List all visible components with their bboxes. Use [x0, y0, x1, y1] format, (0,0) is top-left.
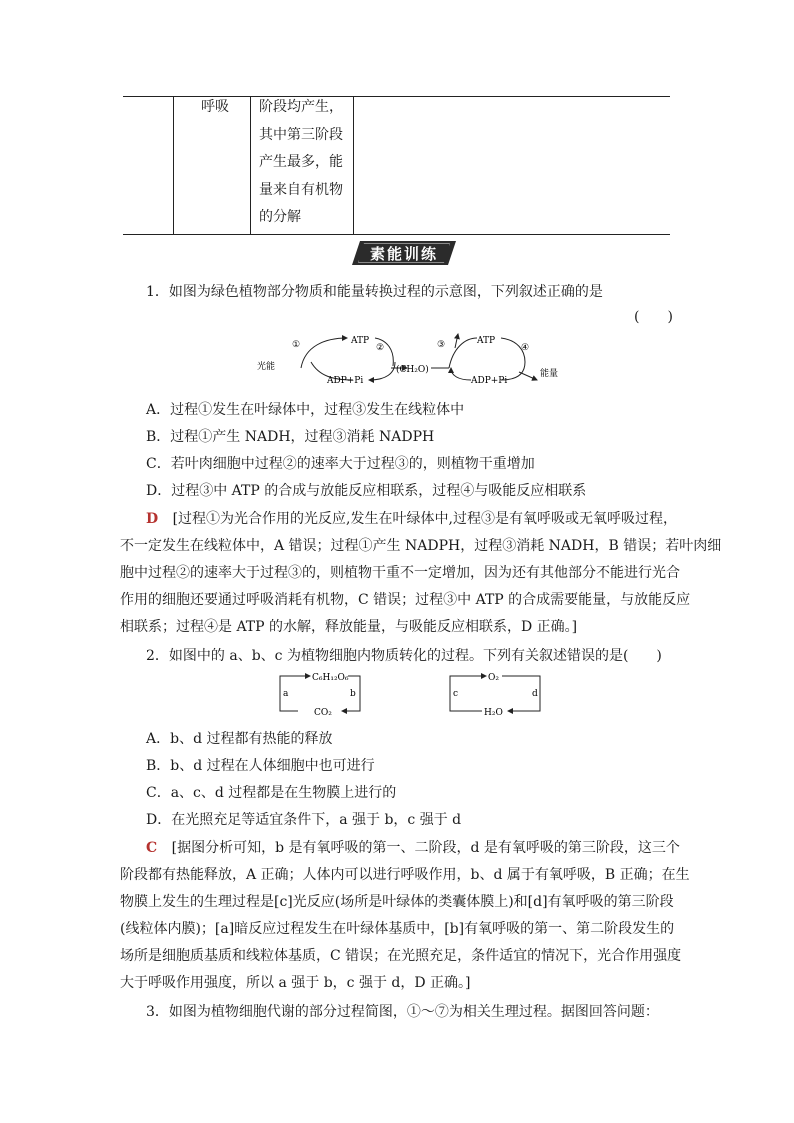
q2-diagram-co2: CO₂ [314, 708, 332, 718]
q1-diagram-label-1: ① [292, 340, 301, 350]
table-divider [250, 97, 251, 234]
q1-option-a: A．过程①发生在叶绿体中，过程③发生在线粒体中 [146, 402, 465, 418]
q1-diagram-label-3: ③ [437, 340, 446, 350]
q2-transformation-diagram [270, 666, 550, 720]
q2-explanation-line: (线粒体内膜)；[a]暗反应过程发生在叶绿体基质中，[b]有氧呼吸的第一、第二阶段发生的 [120, 921, 675, 937]
q1-explanation-line: 作用的细胞还要通过呼吸消耗有机物，C 错误；过程③中 ATP 的合成需要能量，与放能反应 [120, 592, 691, 608]
q1-explanation-text: [过程①为光合作用的光反应,发生在叶绿体中,过程③是有氧呼吸或无氧呼吸过程， [172, 511, 677, 527]
q2-option-b: B．b、d 过程在人体细胞中也可进行 [146, 758, 375, 774]
q1-diagram-adp-1: ADP+Pi [327, 376, 364, 386]
q2-option-d: D．在光照充足等适宜条件下，a 强于 b，c 强于 d [146, 812, 462, 828]
q1-diagram-adp-2: ADP+Pi [471, 376, 508, 386]
table-cell-line: 其中第三阶段 [259, 126, 343, 143]
q2-diagram-h2o: H₂O [484, 708, 503, 718]
q1-energy-conversion-diagram [255, 332, 575, 390]
q2-explanation-line: 场所是细胞质基质和线粒体基质，C 错误；在光照充足，条件适宜的情况下，光合作用强度 [120, 948, 682, 964]
q2-diagram-label-d: d [532, 689, 538, 699]
q1-diagram-ch2o: (CH₂O) [396, 365, 429, 375]
q2-explanation-line [146, 837, 680, 857]
q1-diagram-arrow-2 [369, 362, 395, 380]
q2-diagram-label-c: c [453, 689, 459, 699]
table-divider [353, 97, 354, 234]
q1-diagram-arrow-back [451, 368, 471, 380]
q1-stem: 1．如图为绿色植物部分物质和能量转换过程的示意图，下列叙述正确的是 [146, 284, 603, 300]
q1-explanation-line: 相联系；过程④是 ATP 的水解，释放能量，与吸能反应相联系，D 正确。] [120, 619, 578, 635]
q2-diagram-o2: O₂ [488, 673, 499, 683]
q2-explanation-text: [据图分析可知，b 是有氧呼吸的第一、二阶段，d 是有氧呼吸的第三阶段，这三个 [171, 840, 680, 856]
q1-diagram-light-energy: 光能 [257, 362, 276, 372]
q2-stem: 2．如图中的 a、b、c 为植物细胞内物质转化的过程。下列有关叙述错误的是( ) [146, 648, 662, 664]
q2-diagram-glucose: C₆H₁₂O₆ [312, 673, 349, 683]
q2-option-a: A．b、d 过程都有热能的释放 [146, 731, 333, 747]
q1-diagram-label-2: ② [376, 343, 385, 353]
table-cell-line: 量来自有机物 [259, 181, 343, 198]
q2-answer-letter: C [146, 840, 158, 856]
q2-option-c: C．a、c、d 过程都是在生物膜上进行的 [146, 785, 397, 801]
q2-explanation-line: 物膜上发生的生理过程是[c]光反应(场所是叶绿体的类囊体膜上)和[d]有氧呼吸的第三阶段 [120, 894, 674, 910]
q1-explanation-line: 不一定发生在线粒体中，A 错误；过程①产生 NADPH，过程③消耗 NADH，B 错误；若叶肉细 [120, 538, 722, 554]
comparison-table-fragment [123, 96, 670, 235]
q2-explanation-line: 阶段都有热能释放，A 正确；人体内可以进行呼吸作用，b、d 属于有氧呼吸，B 正确；在生 [120, 867, 690, 883]
q3-stem: 3．如图为植物细胞代谢的部分过程简图，①～⑦为相关生理过程。据图回答问题： [146, 1004, 659, 1020]
table-cell-line: 产生最多，能 [259, 154, 343, 170]
q1-diagram-atp-1: ATP [351, 336, 370, 346]
q1-option-b: B．过程①产生 NADH，过程③消耗 NADPH [146, 429, 435, 445]
q1-diagram-arrow-4 [519, 372, 537, 380]
q1-diagram-arrow-1 [301, 338, 347, 368]
table-cell-line: 的分解 [259, 209, 301, 225]
q2-explanation-line: 大于呼吸作用强度，所以 a 强于 b，c 强于 d，D 正确。] [120, 975, 471, 991]
q1-diagram-atp-2: ATP [477, 336, 496, 346]
section-banner-title: 素能训练 [369, 245, 438, 263]
q1-answer-parentheses: ( ) [634, 309, 673, 325]
q1-answer-letter: D [146, 511, 159, 527]
q1-option-d: D．过程③中 ATP 的合成与放能反应相联系，过程④与吸能反应相联系 [146, 483, 587, 499]
q1-diagram-energy: 能量 [540, 369, 559, 379]
q2-diagram-label-b: b [350, 689, 356, 699]
q1-diagram-arrow-3 [455, 334, 458, 348]
q1-option-c: C．若叶肉细胞中过程②的速率大于过程③的，则植物干重增加 [146, 456, 535, 472]
q2-diagram-label-a: a [283, 689, 289, 699]
q1-diagram-label-4: ④ [521, 343, 530, 353]
q1-diagram-curve [449, 338, 477, 368]
section-banner [352, 241, 456, 265]
table-cell-line: 阶段均产生， [259, 99, 343, 115]
table-cell-respiration: 呼吸 [201, 99, 229, 115]
table-divider [173, 97, 174, 234]
table-cell-description [259, 94, 343, 232]
q1-explanation-line [146, 508, 677, 528]
q1-explanation-line: 胞中过程②的速率大于过程③的，则植物干重不一定增加，因为还有其他部分不能进行光合 [120, 565, 680, 581]
